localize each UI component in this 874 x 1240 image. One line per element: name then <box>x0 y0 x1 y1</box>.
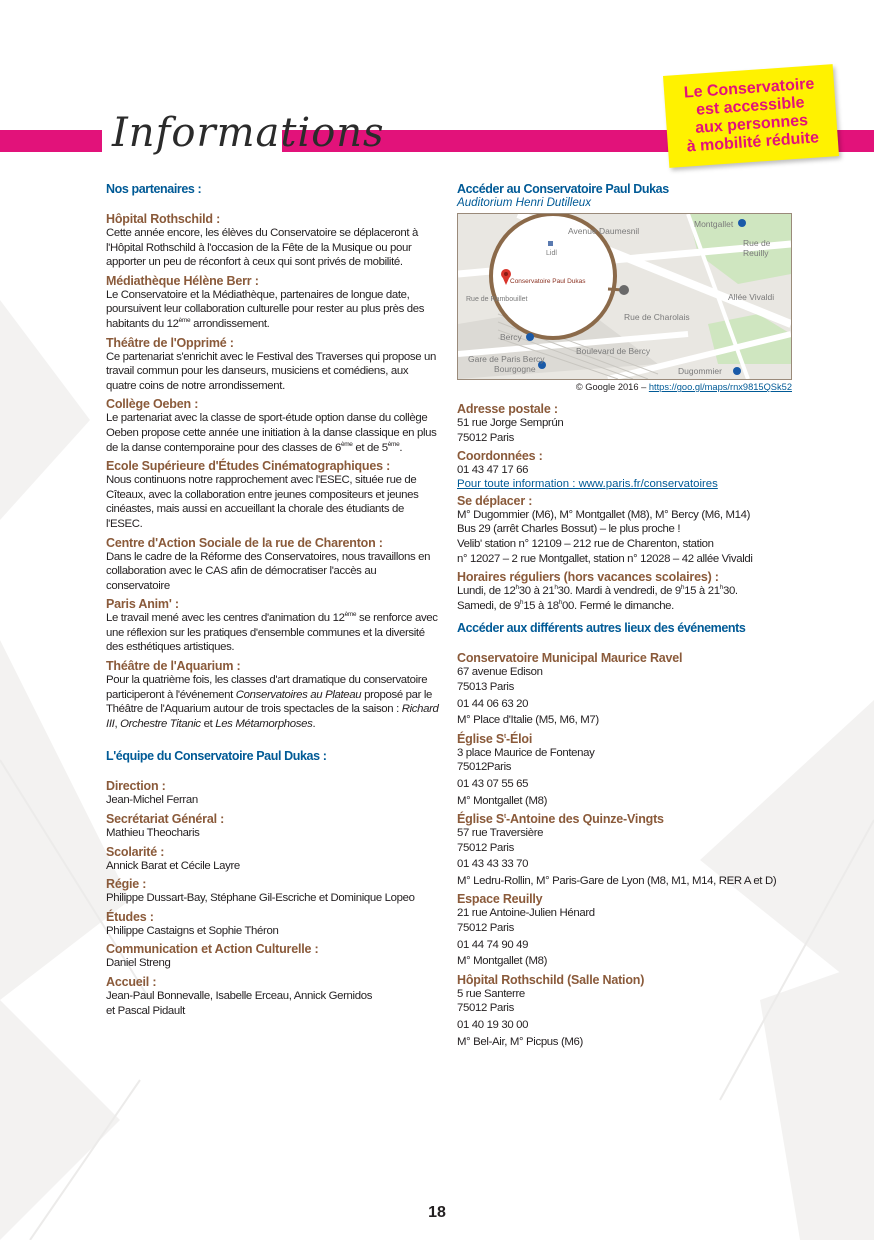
map-label: Boulevard de Bercy <box>576 346 651 356</box>
partner-name: Collège Oeben : <box>106 397 199 412</box>
partner-name: Paris Anim' : <box>106 597 179 612</box>
team-role: Direction : <box>106 779 166 794</box>
venue-metro: M° Bel-Air, M° Picpus (M6) <box>457 1035 583 1048</box>
venue-entry <box>457 651 797 727</box>
page-title: Informations <box>112 110 385 156</box>
venue-metro: M° Montgallet (M8) <box>457 955 548 968</box>
venue-entry <box>457 892 797 968</box>
team-role: Régie : <box>106 877 147 892</box>
team-role: Études : <box>106 909 154 924</box>
hours-label: Horaires réguliers (hors vacances scolaires) : <box>457 570 719 585</box>
team-names: Daniel Streng <box>106 957 171 970</box>
partners-heading: Nos partenaires : <box>106 182 202 196</box>
map-label: Dugommier <box>678 366 722 376</box>
postal-label: Adresse postale : <box>457 402 558 416</box>
venue-entry <box>457 812 797 888</box>
access-heading: Accéder au Conservatoire Paul Dukas <box>457 182 669 196</box>
map-label: Bourgogne <box>494 364 536 374</box>
venue-metro: M° Ledru-Rollin, M° Paris-Gare de Lyon (M8, M1, M14, RER A et D) <box>457 874 777 887</box>
hours-line: Lundi, de 12$^h$30 à 21$^h$30. Mardi à vendredi, de 9$^h$15 à 21$^h$30. <box>457 584 738 598</box>
map-link[interactable]: https://goo.gl/maps/rnx9815QSk52 <box>648 382 792 392</box>
phone-number: 01 43 47 17 66 <box>457 464 529 477</box>
venue-city: 75013 Paris <box>457 680 514 693</box>
team-names: et Pascal Pidault <box>106 1004 185 1017</box>
access-subheading: Auditorium Henri Dutilleux <box>457 196 592 209</box>
coordinates-label: Coordonnées : <box>457 449 543 464</box>
team-names: Philippe Dussart-Bay, Stéphane Gil-Escriche et Dominique Lopeo <box>106 892 415 905</box>
venue-name: Église $S^t$-Antoine des Quinze-Vingts <box>457 812 664 827</box>
partner-text: Cette année encore, les élèves du Conservatoire se déplaceront à l'Hôpital Rothschild à l'occasion de la Fête de la Musique ou pour apporter un peu de réconfort à ceux qui sont privés de mobilité. <box>106 227 418 269</box>
right-column <box>457 182 797 1053</box>
info-link[interactable]: Pour toute information : www.paris.fr/conservatoires <box>457 477 718 490</box>
venue-phone: 01 40 19 30 00 <box>457 1019 529 1032</box>
team-names: Annick Barat et Cécile Layre <box>106 859 240 872</box>
left-column <box>106 182 440 1022</box>
venue-name: Hôpital Rothschild (Salle Nation) <box>457 972 645 987</box>
map-credit: © Google 2016 – https://goo.gl/maps/rnx9815QSk52 <box>575 382 792 392</box>
partner-name: Hôpital Rothschild : <box>106 212 221 226</box>
transport-line: M° Dugommier (M6), M° Montgallet (M8), M° Bercy (M6, M14) <box>457 508 751 521</box>
venue-city: 75012Paris <box>457 761 512 774</box>
team-role: Secrétariat Général : <box>106 812 225 827</box>
partner-name: Centre d'Action Sociale de la rue de Charenton : <box>106 535 383 550</box>
location-map[interactable] <box>457 213 792 380</box>
venue-metro: M° Montgallet (M8) <box>457 794 548 807</box>
partner-text: Pour la quatrième fois, les classes d'art dramatique du conservatoire participeront à l'événement Conservatoires au Plateau proposé par le Théâtre de l'Aquarium autour de trois spectacles de la saison : Richard III, Orchestre Titanic et Les Métamorphoses. <box>106 674 439 730</box>
partner-text: Le Conservatoire et la Médiathèque, partenaires de longue date, poursuivent leur collaboration culturelle pour rester au plus près des habitants du 12ème arrondissement. <box>106 288 425 330</box>
header-bar-left <box>0 130 102 152</box>
map-label: Lidl <box>546 250 557 257</box>
transport-line: Velib' station n° 12109 – 212 rue de Charenton, station <box>457 537 714 550</box>
postal-line: 75012 Paris <box>457 431 514 444</box>
postal-line: 51 rue Jorge Semprún <box>457 417 564 429</box>
partner-name: Médiathèque Hélène Berr : <box>106 273 259 288</box>
venue-address: 5 rue Santerre <box>457 987 525 1000</box>
venue-city: 75012 Paris <box>457 922 514 935</box>
venue-address: 21 rue Antoine-Julien Hénard <box>457 907 595 920</box>
partner-name: Théâtre de l'Aquarium : <box>106 659 241 674</box>
venue-name: Espace Reuilly <box>457 892 543 907</box>
map-label: Allée Vivaldi <box>728 292 775 302</box>
map-label: Gare de Paris Bercy <box>468 354 545 364</box>
venue-phone: 01 43 07 55 65 <box>457 777 529 790</box>
partner-name: Ecole Supérieure d'Études Cinématographiques : <box>106 459 391 474</box>
partner-text: Le travail mené avec les centres d'animation du 12ème se renforce avec une réflexion sur les pratiques d'ensemble communes et la diversité des esthétiques artistiques. <box>106 611 438 654</box>
map-label: Rue de Reuilly <box>743 238 771 258</box>
venue-name: Église $S^t$-Éloi <box>457 731 533 746</box>
partner-text: Ce partenariat s'enrichit avec le Festival des Traverses qui propose un travail commun pour les danseurs, musiciens et comédiens, aux quatre coins de notre arrondissement. <box>106 350 436 392</box>
team-role: Accueil : <box>106 975 157 989</box>
team-names: Jean-Michel Ferran <box>106 794 198 807</box>
team-role: Communication et Action Culturelle : <box>106 942 319 957</box>
team-heading: L'équipe du Conservatoire Paul Dukas : <box>106 749 327 764</box>
venue-address: 57 rue Traversière <box>457 827 544 840</box>
partner-text: Nous continuons notre rapprochement avec l'ESEC, située rue de Cîteaux, avec la collaboration entre jeunes compositeurs et jeunes cinéastes, mais aussi en accueillant la chorale des étudiants de l'ESEC. <box>106 474 419 530</box>
partner-text: Le partenariat avec la classe de sport-étude option danse du collège Oeben propose cette année une initiation à la danse classique en plus de la danse contemporaine pour des classes de 6ème et de 5ème. <box>106 412 437 454</box>
partner-name: Théâtre de l'Opprimé : <box>106 335 234 350</box>
venues-heading: Accéder aux différents autres lieux des événements <box>457 621 746 636</box>
transport-line: n° 12027 – 2 rue Montgallet, station n° 12028 – 42 allée Vivaldi <box>457 552 753 565</box>
venue-entry <box>457 973 797 1049</box>
team-role: Scolarité : <box>106 844 165 859</box>
map-label: Rue de Rambouillet <box>466 296 528 303</box>
team-names: Philippe Castaigns et Sophie Théron <box>106 924 279 937</box>
venue-phone: 01 43 43 33 70 <box>457 858 529 871</box>
team-names: Jean-Paul Bonnevalle, Isabelle Erceau, Annick Gernidos <box>106 990 373 1002</box>
accessibility-badge-text: Le Conservatoire est accessible aux personnes à mobilité réduite <box>683 75 820 156</box>
map-label: Conservatoire Paul Dukas <box>510 278 586 285</box>
team-names: Mathieu Theocharis <box>106 827 200 840</box>
venue-entry <box>457 732 797 808</box>
hours-line: Samedi, de 9$^h$15 à 18$^h$00. Fermé le dimanche. <box>457 598 674 612</box>
venue-address: 3 place Maurice de Fontenay <box>457 746 595 759</box>
page-number: 18 <box>428 1204 446 1221</box>
map-label: Bercy <box>500 332 522 342</box>
venue-metro: M° Place d'Italie (M5, M6, M7) <box>457 714 599 727</box>
venue-city: 75012 Paris <box>457 841 514 854</box>
venue-phone: 01 44 06 63 20 <box>457 697 529 710</box>
venue-phone: 01 44 74 90 49 <box>457 938 529 951</box>
partner-text: Dans le cadre de la Réforme des Conservatoires, nous travaillons en collaboration avec le CAS afin de démocratiser l'accès au conservatoire <box>106 550 431 592</box>
transport-label: Se déplacer : <box>457 493 533 508</box>
transport-line: Bus 29 (arrêt Charles Bossut) – le plus proche ! <box>457 523 681 536</box>
map-label: Avenue Daumesnil <box>568 226 640 236</box>
venue-name: Conservatoire Municipal Maurice Ravel <box>457 651 683 666</box>
map-label: Rue de Charolais <box>624 312 690 322</box>
accessibility-badge <box>663 64 839 168</box>
venue-city: 75012 Paris <box>457 1002 514 1015</box>
venue-address: 67 avenue Edison <box>457 666 543 679</box>
map-label: Montgallet <box>694 219 734 229</box>
